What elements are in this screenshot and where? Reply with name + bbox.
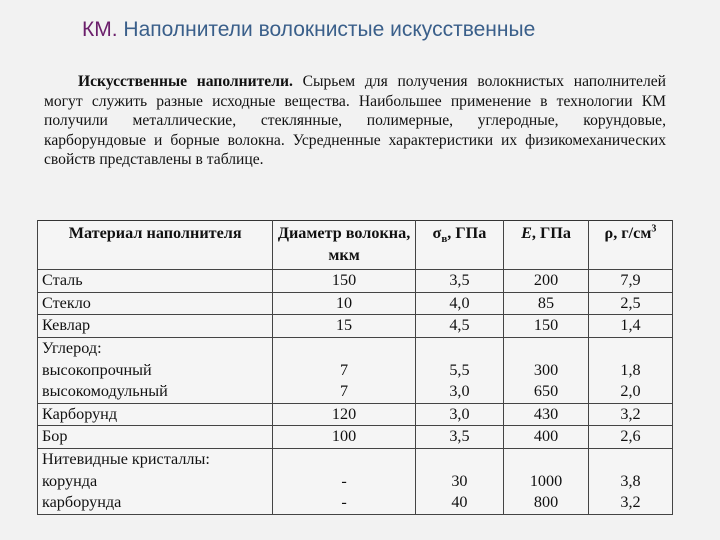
cell-diameter: 150 bbox=[273, 270, 415, 293]
table-header-row bbox=[38, 221, 673, 270]
header-sigma-unit: , ГПа bbox=[447, 224, 487, 242]
cell-diameter: 10 bbox=[273, 292, 415, 315]
table-row bbox=[38, 292, 673, 315]
cell-modulus: 300 bbox=[504, 360, 589, 382]
cell-modulus: 85 bbox=[504, 292, 589, 315]
table-row bbox=[38, 403, 673, 426]
cell-material: высокопрочный bbox=[38, 360, 273, 382]
cell-material: Сталь bbox=[38, 270, 273, 293]
cell-modulus: 650 bbox=[504, 381, 589, 403]
slide-title bbox=[82, 18, 535, 42]
cell-material: Нитевидные кристаллы: bbox=[38, 448, 273, 470]
header-e-symbol: E bbox=[521, 224, 532, 242]
table-row bbox=[38, 381, 673, 403]
cell-diameter bbox=[273, 337, 415, 359]
cell-material: карборунда bbox=[38, 492, 273, 514]
cell-material: Кевлар bbox=[38, 315, 273, 338]
cell-modulus bbox=[504, 337, 589, 359]
properties-table bbox=[37, 220, 673, 515]
cell-sigma: 5,5 bbox=[415, 360, 503, 382]
cell-density: 3,8 bbox=[588, 471, 672, 493]
title-text: Наполнители волокнистые искусственные bbox=[123, 18, 536, 41]
cell-sigma bbox=[415, 448, 503, 470]
cell-density: 2,6 bbox=[588, 426, 672, 449]
cell-diameter: 7 bbox=[273, 381, 415, 403]
table-row bbox=[38, 315, 673, 338]
table-row bbox=[38, 492, 673, 514]
cell-diameter: 7 bbox=[273, 360, 415, 382]
intro-bold-lead: Искусственные наполнители. bbox=[78, 73, 293, 90]
cell-diameter: - bbox=[273, 492, 415, 514]
cell-diameter: - bbox=[273, 471, 415, 493]
cell-sigma: 3,0 bbox=[415, 403, 503, 426]
cell-sigma: 3,0 bbox=[415, 381, 503, 403]
cell-diameter bbox=[273, 448, 415, 470]
cell-material: высокомодульный bbox=[38, 381, 273, 403]
cell-modulus: 800 bbox=[504, 492, 589, 514]
table-row bbox=[38, 448, 673, 470]
cell-sigma: 30 bbox=[415, 471, 503, 493]
table-row bbox=[38, 426, 673, 449]
cell-modulus: 200 bbox=[504, 270, 589, 293]
cell-density bbox=[588, 448, 672, 470]
cell-density: 2,5 bbox=[588, 292, 672, 315]
title-prefix: КМ. bbox=[82, 18, 118, 41]
header-rho-label: ρ, г/см bbox=[604, 224, 652, 242]
header-rho-sup: 3 bbox=[651, 223, 657, 235]
cell-material: Углерод: bbox=[38, 337, 273, 359]
cell-density: 3,2 bbox=[588, 492, 672, 514]
cell-density: 3,2 bbox=[588, 403, 672, 426]
cell-sigma bbox=[415, 337, 503, 359]
cell-diameter: 100 bbox=[273, 426, 415, 449]
cell-sigma: 4,5 bbox=[415, 315, 503, 338]
header-modulus bbox=[504, 221, 589, 270]
header-sigma-sub: в bbox=[441, 233, 448, 246]
header-diameter: Диаметр волокна, мкм bbox=[273, 221, 415, 270]
cell-material: Стекло bbox=[38, 292, 273, 315]
cell-sigma: 3,5 bbox=[415, 270, 503, 293]
cell-sigma: 3,5 bbox=[415, 426, 503, 449]
cell-modulus: 430 bbox=[504, 403, 589, 426]
header-sigma-symbol: σ bbox=[432, 224, 442, 242]
cell-diameter: 15 bbox=[273, 315, 415, 338]
cell-density: 2,0 bbox=[588, 381, 672, 403]
cell-modulus: 150 bbox=[504, 315, 589, 338]
cell-diameter: 120 bbox=[273, 403, 415, 426]
cell-material: корунда bbox=[38, 471, 273, 493]
cell-density: 7,9 bbox=[588, 270, 672, 293]
cell-density: 1,8 bbox=[588, 360, 672, 382]
cell-material: Бор bbox=[38, 426, 273, 449]
header-material: Материал наполнителя bbox=[38, 221, 273, 270]
cell-sigma: 4,0 bbox=[415, 292, 503, 315]
header-sigma bbox=[415, 221, 503, 270]
cell-material: Карборунд bbox=[38, 403, 273, 426]
table-row bbox=[38, 270, 673, 293]
header-e-unit: , ГПа bbox=[531, 224, 571, 242]
cell-modulus: 1000 bbox=[504, 471, 589, 493]
table-row bbox=[38, 360, 673, 382]
intro-paragraph bbox=[44, 72, 666, 170]
cell-sigma: 40 bbox=[415, 492, 503, 514]
cell-modulus bbox=[504, 448, 589, 470]
cell-modulus: 400 bbox=[504, 426, 589, 449]
intro-text: Сырьем для получения волокнистых наполнителей могут служить разные исходные вещества. Наибольшее применение в технологии КМ получили металлические, стеклянные, полимерные, углеродные, корундовые, карборундовые и борные волокна. Усредненные характеристики их физикомеханических свойств представлены в таблице. bbox=[44, 73, 666, 169]
header-density bbox=[588, 221, 672, 270]
table-row bbox=[38, 471, 673, 493]
cell-density bbox=[588, 337, 672, 359]
table-body bbox=[38, 270, 673, 515]
table-row bbox=[38, 337, 673, 359]
cell-density: 1,4 bbox=[588, 315, 672, 338]
